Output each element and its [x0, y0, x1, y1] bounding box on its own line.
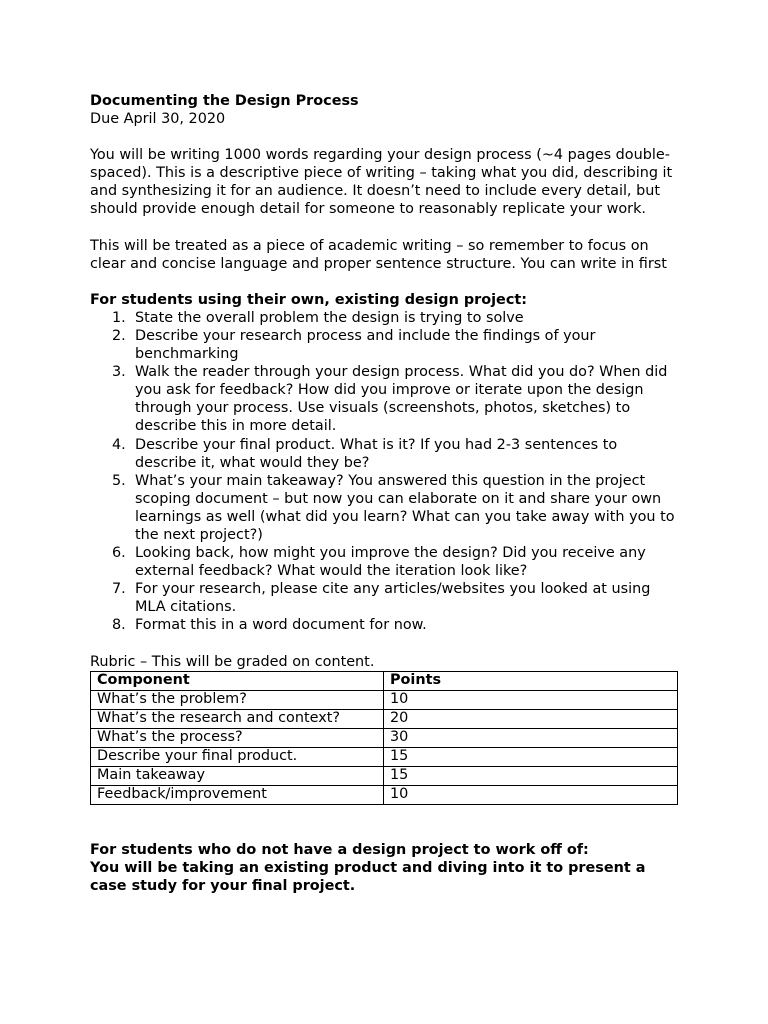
list-item-text: Describe your research process and include the findings of your benchmarking [135, 327, 596, 363]
academic-note-text: This will be treated as a piece of academic writing – so remember to focus on clear and concise language and proper sentence structure. You can write in first [90, 237, 667, 272]
list-item-number: 5. [112, 472, 126, 489]
table-row [91, 766, 678, 785]
document-title: Documenting the Design Process [90, 93, 359, 109]
list-item-text: Format this in a word document for now. [135, 617, 427, 634]
list-item-number: 2. [112, 327, 126, 344]
no-project-text: You will be taking an existing product and diving into it to present a case study for your final project. [90, 859, 646, 894]
list-item-number: 7. [112, 581, 126, 598]
list-item-number: 8. [112, 617, 126, 634]
rubric-points-cell: 15 [384, 747, 678, 766]
list-item-text: Looking back, how might you improve the design? Did you receive any external feedback? What would the iteration look like? [135, 545, 646, 580]
list-item-number: 1. [112, 309, 126, 326]
list-item [90, 544, 678, 580]
rubric-component-cell: What’s the process? [91, 728, 384, 747]
list-item [90, 616, 678, 634]
rubric-points-cell: 15 [384, 766, 678, 785]
list-item [90, 327, 678, 363]
rubric-component-cell: What’s the research and context? [91, 709, 384, 728]
no-project-section [90, 841, 678, 895]
rubric-table [90, 671, 678, 805]
table-row [91, 709, 678, 728]
rubric-component-cell: Main takeaway [91, 766, 384, 785]
list-item [90, 309, 678, 327]
list-item [90, 472, 678, 544]
rubric-header-points: Points [384, 671, 678, 690]
list-item [90, 580, 678, 616]
table-row [91, 690, 678, 709]
table-row [91, 747, 678, 766]
list-item [90, 363, 678, 435]
no-project-heading: For students who do not have a design project to work off of: [90, 841, 589, 858]
academic-note-paragraph [90, 237, 678, 273]
rubric-caption: Rubric – This will be graded on content. [90, 653, 375, 670]
list-item-text: Describe your final product. What is it? If you had 2-3 sentences to describe it, what would they be? [135, 436, 618, 471]
rubric-component-cell: Describe your final product. [91, 747, 384, 766]
rubric-component-cell: Feedback/improvement [91, 785, 384, 804]
list-item-text: What’s your main takeaway? You answered this question in the project scoping document – but now you can elaborate on it and share your own learnings as well (what did you learn? What can you take away with you to the next project?) [135, 472, 675, 543]
rubric-component-cell: What’s the problem? [91, 690, 384, 709]
intro-text: You will be writing 1000 words regarding your design process (~4 pages double-spaced). This is a descriptive piece of writing – taking what you did, describing it and synthesizing it for an audience. It doesn’t need to include every detail, but should provide enough detail for someone to reasonably replicate your work. [90, 147, 673, 218]
due-date: Due April 30, 2020 [90, 111, 226, 128]
rubric-points-cell: 30 [384, 728, 678, 747]
rubric-points-cell: 10 [384, 785, 678, 804]
list-item-text: Walk the reader through your design process. What did you do? When did you ask for feedback? How did you improve or iterate upon the design through your process. Use visuals (screenshots, photos, sketches) to describe this in more detail. [135, 364, 668, 435]
rubric-points-cell: 10 [384, 690, 678, 709]
list-item-number: 4. [112, 436, 126, 453]
list-item-number: 6. [112, 545, 126, 562]
list-item [90, 436, 678, 472]
table-row [91, 728, 678, 747]
list-item-text: State the overall problem the design is trying to solve [135, 309, 524, 326]
rubric-header-row [91, 671, 678, 690]
table-row [91, 785, 678, 804]
rubric-points-cell: 20 [384, 709, 678, 728]
steps-list [90, 309, 678, 635]
rubric-body [91, 690, 678, 804]
rubric-header-component: Component [91, 671, 384, 690]
existing-project-heading: For students using their own, existing design project: [90, 291, 527, 308]
list-item-number: 3. [112, 364, 126, 381]
list-item-text: For your research, please cite any articles/websites you looked at using MLA citations. [135, 581, 651, 616]
intro-paragraph [90, 146, 678, 218]
